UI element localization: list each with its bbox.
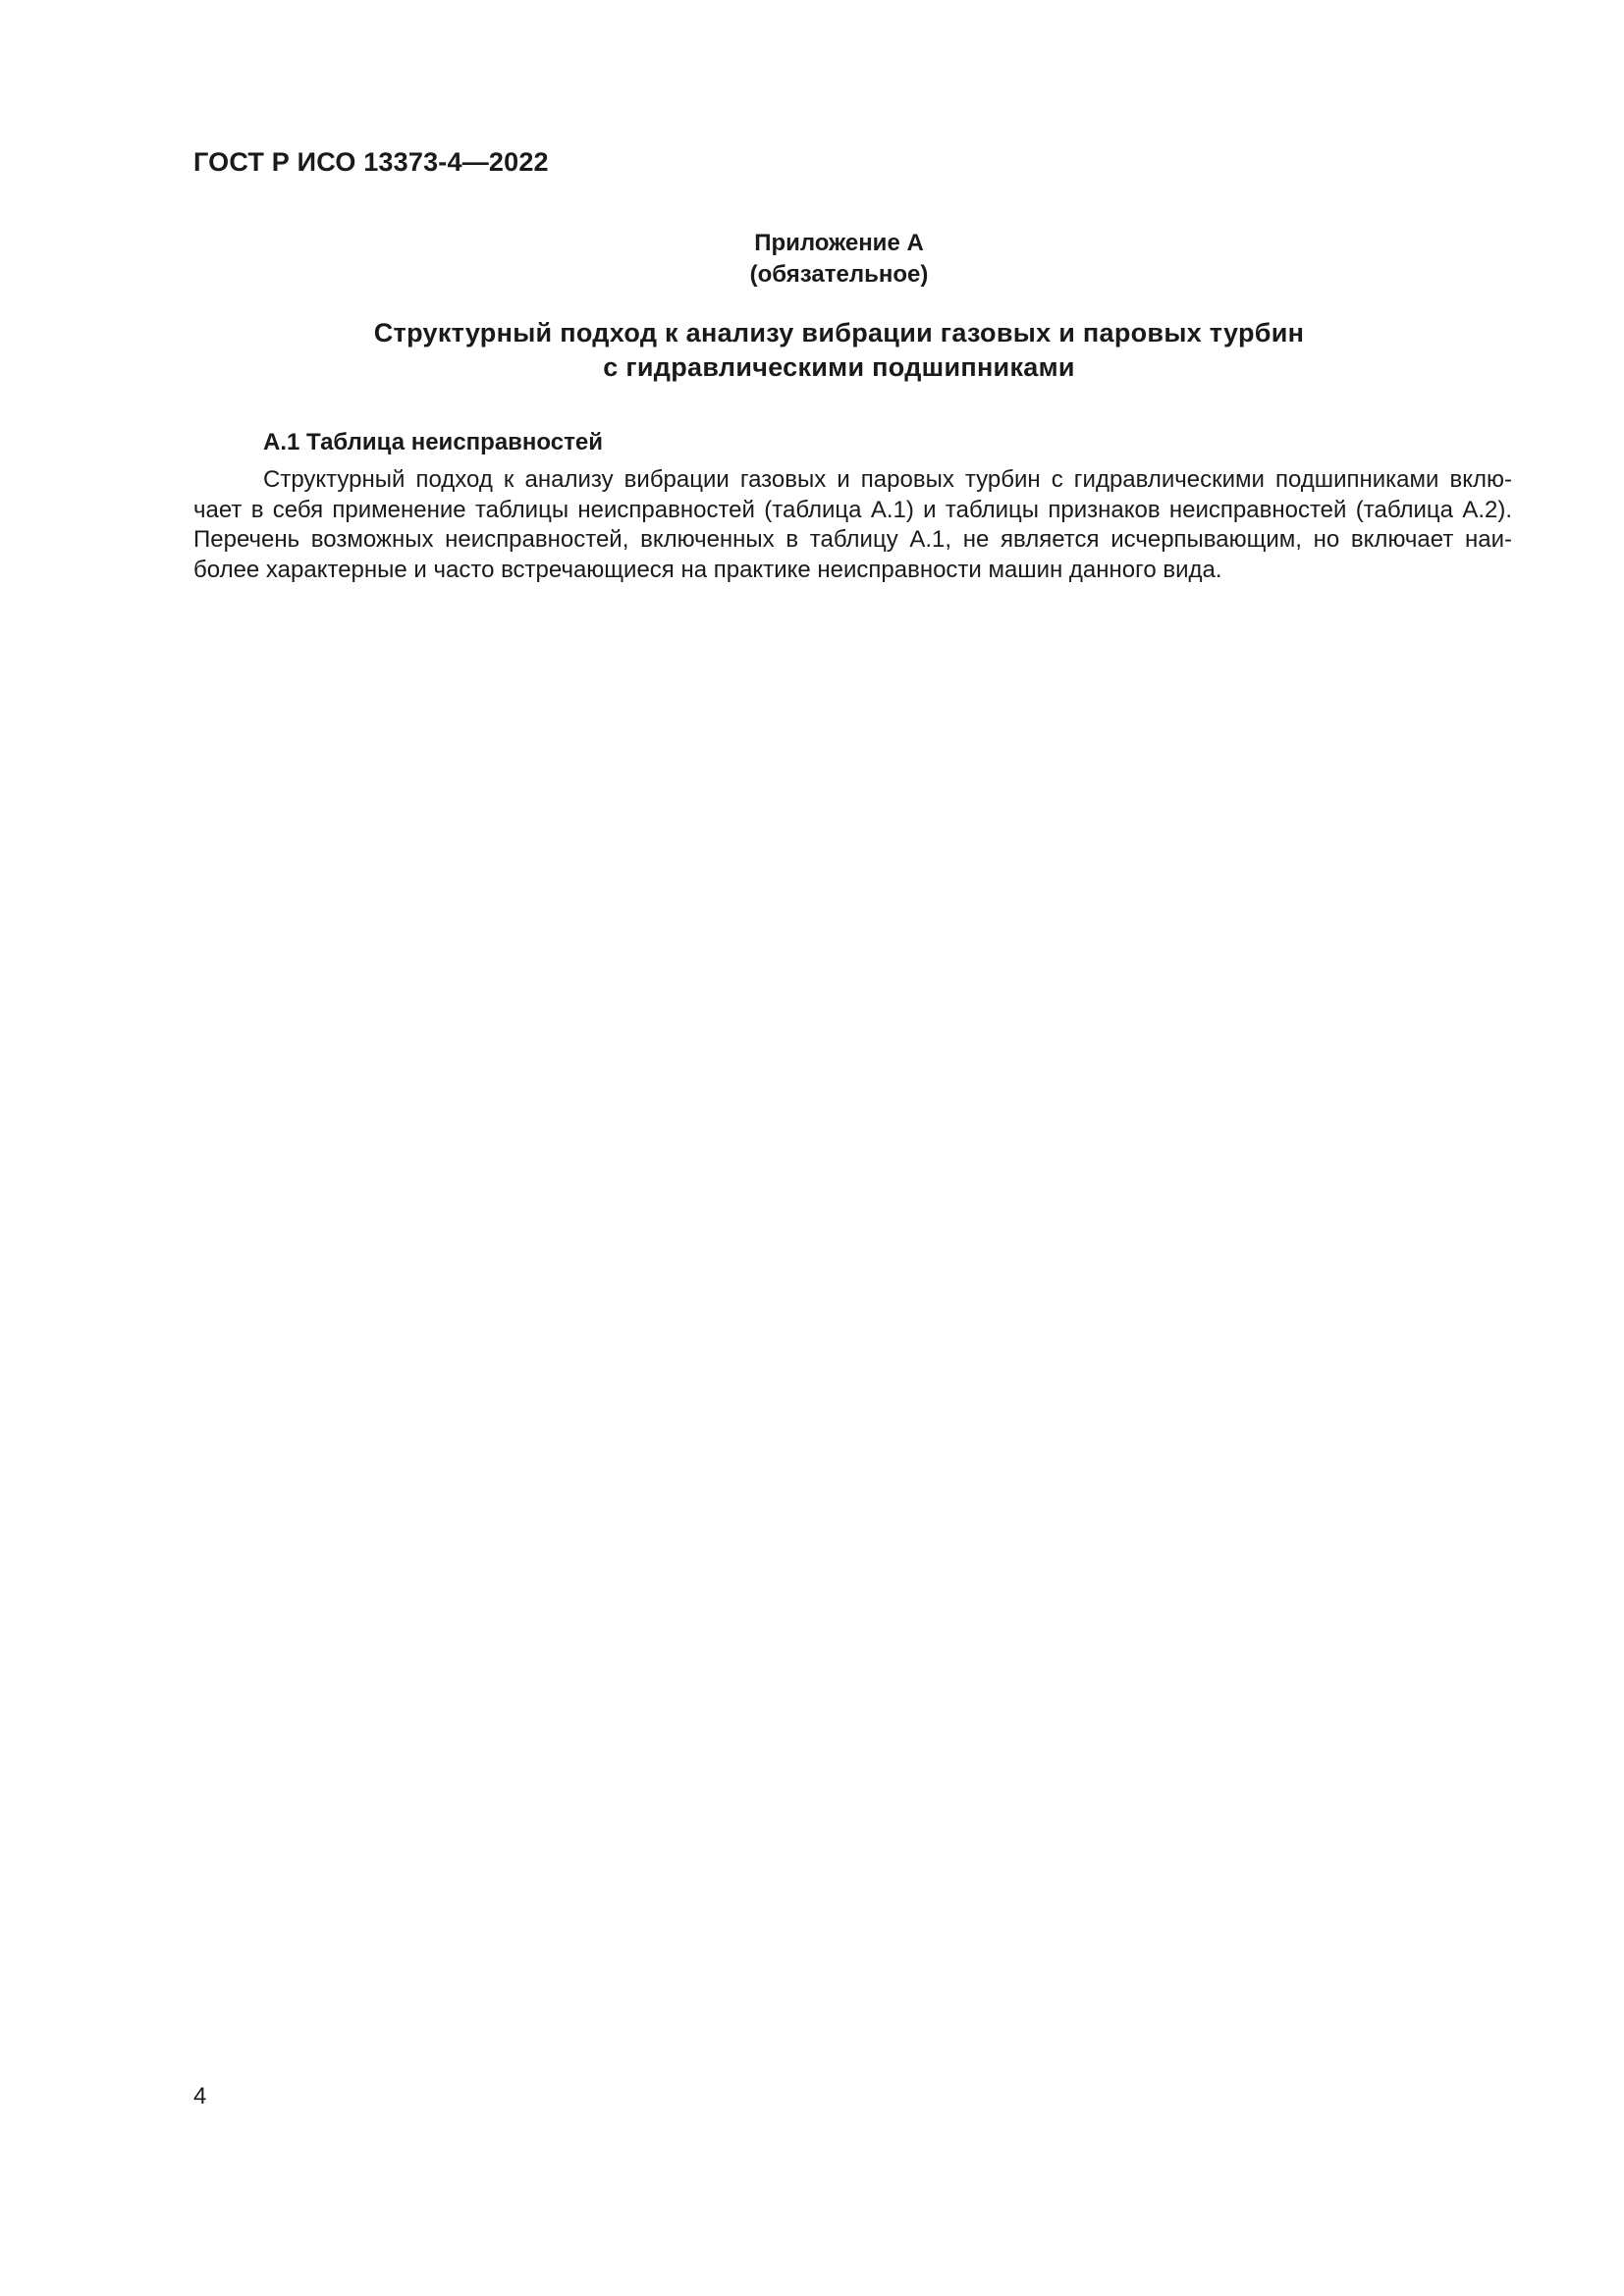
standard-id-header: ГОСТ Р ИСО 13373-4—2022 [193,147,549,177]
appendix-title-line-2: с гидравлическими подшипниками [603,352,1075,382]
appendix-status: (обязательное) [749,261,929,288]
paragraph-line: Перечень возможных неисправностей, включенных в таблицу А.1, не является исчерпывающим, но включает наи- [193,526,1512,553]
paragraph-line: Структурный подход к анализу вибрации газовых и паровых турбин с гидравлическими подшипниками вклю- [263,466,1512,493]
paragraph-line: более характерные и часто встречающиеся на практике неисправности машин данного вида. [193,556,1222,583]
section-paragraph [193,465,1512,585]
page-number: 4 [193,2083,207,2109]
appendix-label: Приложение А [754,230,924,256]
appendix-label-block [0,228,1624,291]
appendix-title-line-1: Структурный подход к анализу вибрации газовых и паровых турбин [373,318,1305,347]
appendix-title [0,316,1624,385]
section-heading: А.1 Таблица неисправностей [263,429,603,455]
paragraph-line: чает в себя применение таблицы неисправностей (таблица А.1) и таблицы признаков неисправностей (таблица А.2). [193,496,1512,523]
